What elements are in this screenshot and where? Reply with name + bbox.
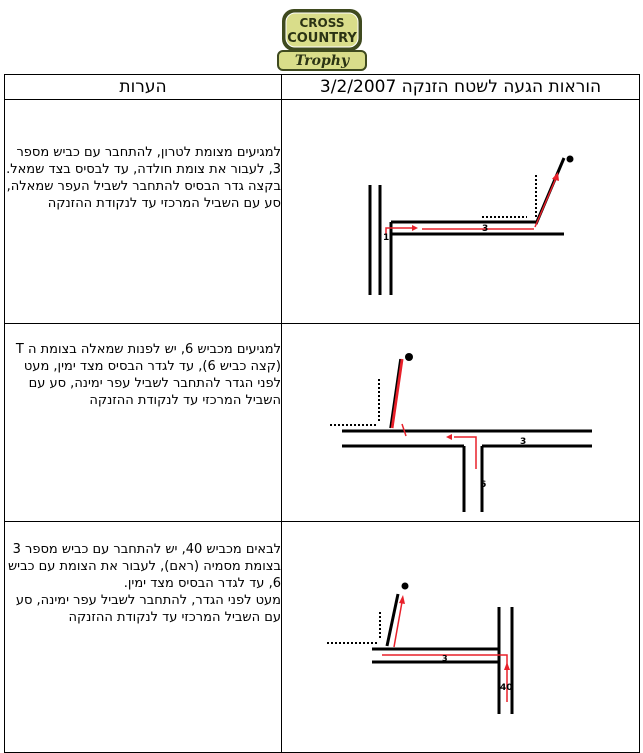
cross-country-trophy-logo	[272, 6, 372, 72]
map-label-road-3: 3	[520, 437, 527, 447]
route-map-cell	[282, 324, 640, 522]
row-note: לבאים מכביש 40, יש להתחבר עם כביש מספר 3 בצומת מסמיה (ראם), לעבור את הצומת עם כביש 6, עד לגדר הבסיס מצד ימין. מעט לפני הגדר, להתחבר לשביל עפר ימינה, סע עם השביל המרכזי עד לנקודת ההזנקה	[5, 522, 282, 753]
header-notes: הערות	[5, 75, 282, 100]
map-label-road-3: 3	[482, 224, 489, 234]
route-map-latrun	[282, 100, 640, 323]
map-label-road-6: 6	[480, 480, 487, 490]
route-map-road6	[282, 324, 640, 521]
route-map-cell	[282, 100, 640, 324]
logo-line1: CROSS	[299, 16, 345, 30]
table-header-row	[5, 75, 640, 100]
route-map-cell	[282, 522, 640, 753]
row-note: למגיעים מכביש 6, יש לפנות שמאלה בצומת ה T (קצה כביש 6), עד לגדר הבסיס מצד ימין, מעט לפני הגדר להתחבר לשביל עפר ימינה, סע עם השביל המרכזי עד לנקודת ההזנקה	[5, 324, 282, 522]
header-route: הוראות הגעה לשטח הזנקה 3/2/2007	[282, 75, 640, 100]
map-label-road-3: 3	[442, 654, 448, 663]
logo-line3: Trophy	[294, 53, 350, 69]
table-row	[5, 100, 640, 324]
logo-line2: COUNTRY	[287, 31, 357, 46]
map-label-road-1: 1	[383, 233, 390, 243]
route-map-road40	[282, 522, 640, 752]
row-note: למגיעים מצומת לטרון, להתחבר עם כביש מספר 3, לעבור את צומת חולדה, עד לבסיס בצד שמאל. בקצה גדר הבסיס להתחבר לשביל העפר שמאלה, סע עם השביל המרכזי עד לנקודת ההזנקה	[5, 100, 282, 324]
map-label-road-40: 40	[500, 683, 513, 693]
table-row	[5, 522, 640, 753]
table-row	[5, 324, 640, 522]
directions-table	[4, 74, 640, 753]
